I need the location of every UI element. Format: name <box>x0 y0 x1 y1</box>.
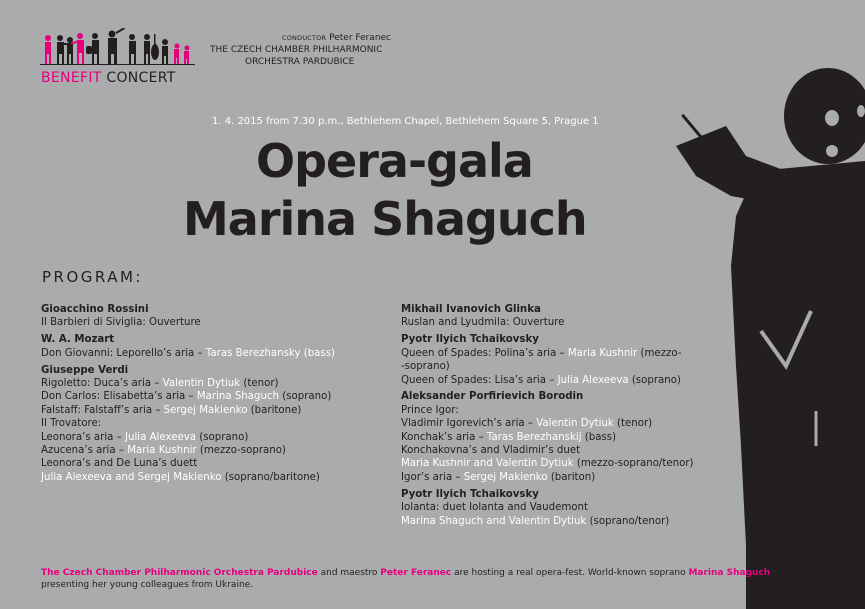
performer-name: Julia Alexeeva and Sergej Makienko <box>41 471 222 483</box>
composer-rossini: Gioacchino Rossini <box>41 304 149 315</box>
performer-name: Maria Kushnir <box>567 347 638 359</box>
performer-name: Sergej Makienko <box>463 471 548 483</box>
musicians-logo-icon <box>40 28 200 68</box>
program-item: Vladimir Igorevich’s aria – Valentin Dytiuk (tenor) <box>401 418 653 430</box>
program-item: Ruslan and Lyudmila: Ouverture <box>401 317 565 329</box>
performer-name: Julia Alexeeva <box>557 374 629 386</box>
benefit-concert-logo-text <box>41 70 176 86</box>
conductor-label: CONDUCTOR <box>282 34 327 42</box>
program-item: Leonora’s and De Luna’s duett <box>41 458 198 470</box>
title-line2: Marina Shaguch <box>183 192 587 246</box>
composer-tchaikovsky: Pyotr Ilyich Tchaikovsky <box>401 334 539 346</box>
program-item: Don Giovanni: Leporello’s aria – Taras Berezhansky (bass) <box>41 347 336 359</box>
program-item: Il Barbieri di Siviglia: Ouverture <box>41 317 201 329</box>
performer-name: Marina Shaguch and Valentin Dytiuk <box>401 515 587 527</box>
title-line1: Opera-gala <box>256 134 533 188</box>
footer-description: The Czech Chamber Philharmonic Orchestra Pardubice and maestro Peter Feranec are hosting a real opera-fest. World-known soprano Marina Shaguch is presenting her young colleagues from Ukraine. <box>41 568 781 590</box>
composer-glinka: Mikhail Ivanovich Glinka <box>401 304 541 315</box>
event-date-venue: 1. 4. 2015 from 7.30 p.m., Bethlehem Chapel, Bethlehem Square 5, Prague 1 <box>212 116 599 127</box>
performer-name: Valentin Dytiuk <box>536 418 614 430</box>
program-item: Marina Shaguch and Valentin Dytiuk (soprano/tenor) <box>401 515 670 527</box>
conductor-name: Peter Feranec <box>329 33 392 43</box>
program-item: Leonora’s aria – Julia Alexeeva (soprano) <box>41 431 249 443</box>
program-item: Rigoletto: Duca’s aria – Valentin Dytiuk (tenor) <box>41 378 279 390</box>
performer-name: Sergej Makienko <box>163 404 248 416</box>
benefit-word: BENEFIT <box>41 70 102 86</box>
program-item: Queen of Spades: Lisa’s aria – Julia Alexeeva (soprano) <box>401 374 681 386</box>
conductor-orchestra-block <box>210 32 391 68</box>
program-item: Queen of Spades: Polina’s aria – Maria Kushnir (mezzo- <box>401 347 682 359</box>
performer-name: Maria Kushnir and Valentin Dytiuk <box>401 458 574 470</box>
orchestra-name: The Czech Chamber Philharmonic Orchestra Pardubice <box>41 568 318 578</box>
maestro-name: Peter Feranec <box>380 568 452 578</box>
performer-name: Julia Alexeeva <box>124 431 196 443</box>
program-heading: PROGRAM: <box>42 268 143 286</box>
performer-name: Taras Berezhansky <box>205 347 301 359</box>
program-right-column <box>401 303 731 528</box>
orchestra-line1: THE CZECH CHAMBER PHILHARMONIC <box>210 45 383 55</box>
performer-name: Marina Shaguch <box>196 391 279 403</box>
program-item: Don Carlos: Elisabetta’s aria – Marina Shaguch (soprano) <box>41 391 332 403</box>
program-left-column <box>41 303 401 484</box>
program-item: Konchakovna’s and Vladimir’s duet <box>401 445 581 457</box>
orchestra-line2: ORCHESTRA PARDUBICE <box>245 57 355 67</box>
program-item: -soprano) <box>401 361 450 373</box>
performer-name: Taras Berezhanskij <box>486 431 582 443</box>
composer-borodin: Aleksander Porfirievich Borodin <box>401 391 584 403</box>
concert-word: CONCERT <box>106 70 176 86</box>
program-item: Prince Igor: <box>401 404 459 416</box>
program-item: Julia Alexeeva and Sergej Makienko (soprano/baritone) <box>41 471 320 483</box>
program-item: Falstaff: Falstaff’s aria – Sergej Makienko (baritone) <box>41 404 302 416</box>
program-item: Konchak’s aria – Taras Berezhanskij (bass) <box>401 431 617 443</box>
composer-tchaikovsky-2: Pyotr Ilyich Tchaikovsky <box>401 488 539 500</box>
program-item: Igor’s aria – Sergej Makienko (bariton) <box>401 471 596 483</box>
composer-mozart: W. A. Mozart <box>41 334 115 346</box>
soprano-name: Marina Shaguch <box>688 568 771 578</box>
program-item: Maria Kushnir and Valentin Dytiuk (mezzo-soprano/tenor) <box>401 458 694 470</box>
program-item: Iolanta: duet Iolanta and Vaudemont <box>401 502 588 514</box>
performer-name: Maria Kushnir <box>127 445 197 457</box>
composer-verdi: Giuseppe Verdi <box>41 364 129 376</box>
program-item: Il Trovatore: <box>41 418 102 430</box>
program-item: Azucena’s aria – Maria Kushnir (mezzo-soprano) <box>41 445 286 457</box>
performer-name: Valentin Dytiuk <box>162 378 241 390</box>
